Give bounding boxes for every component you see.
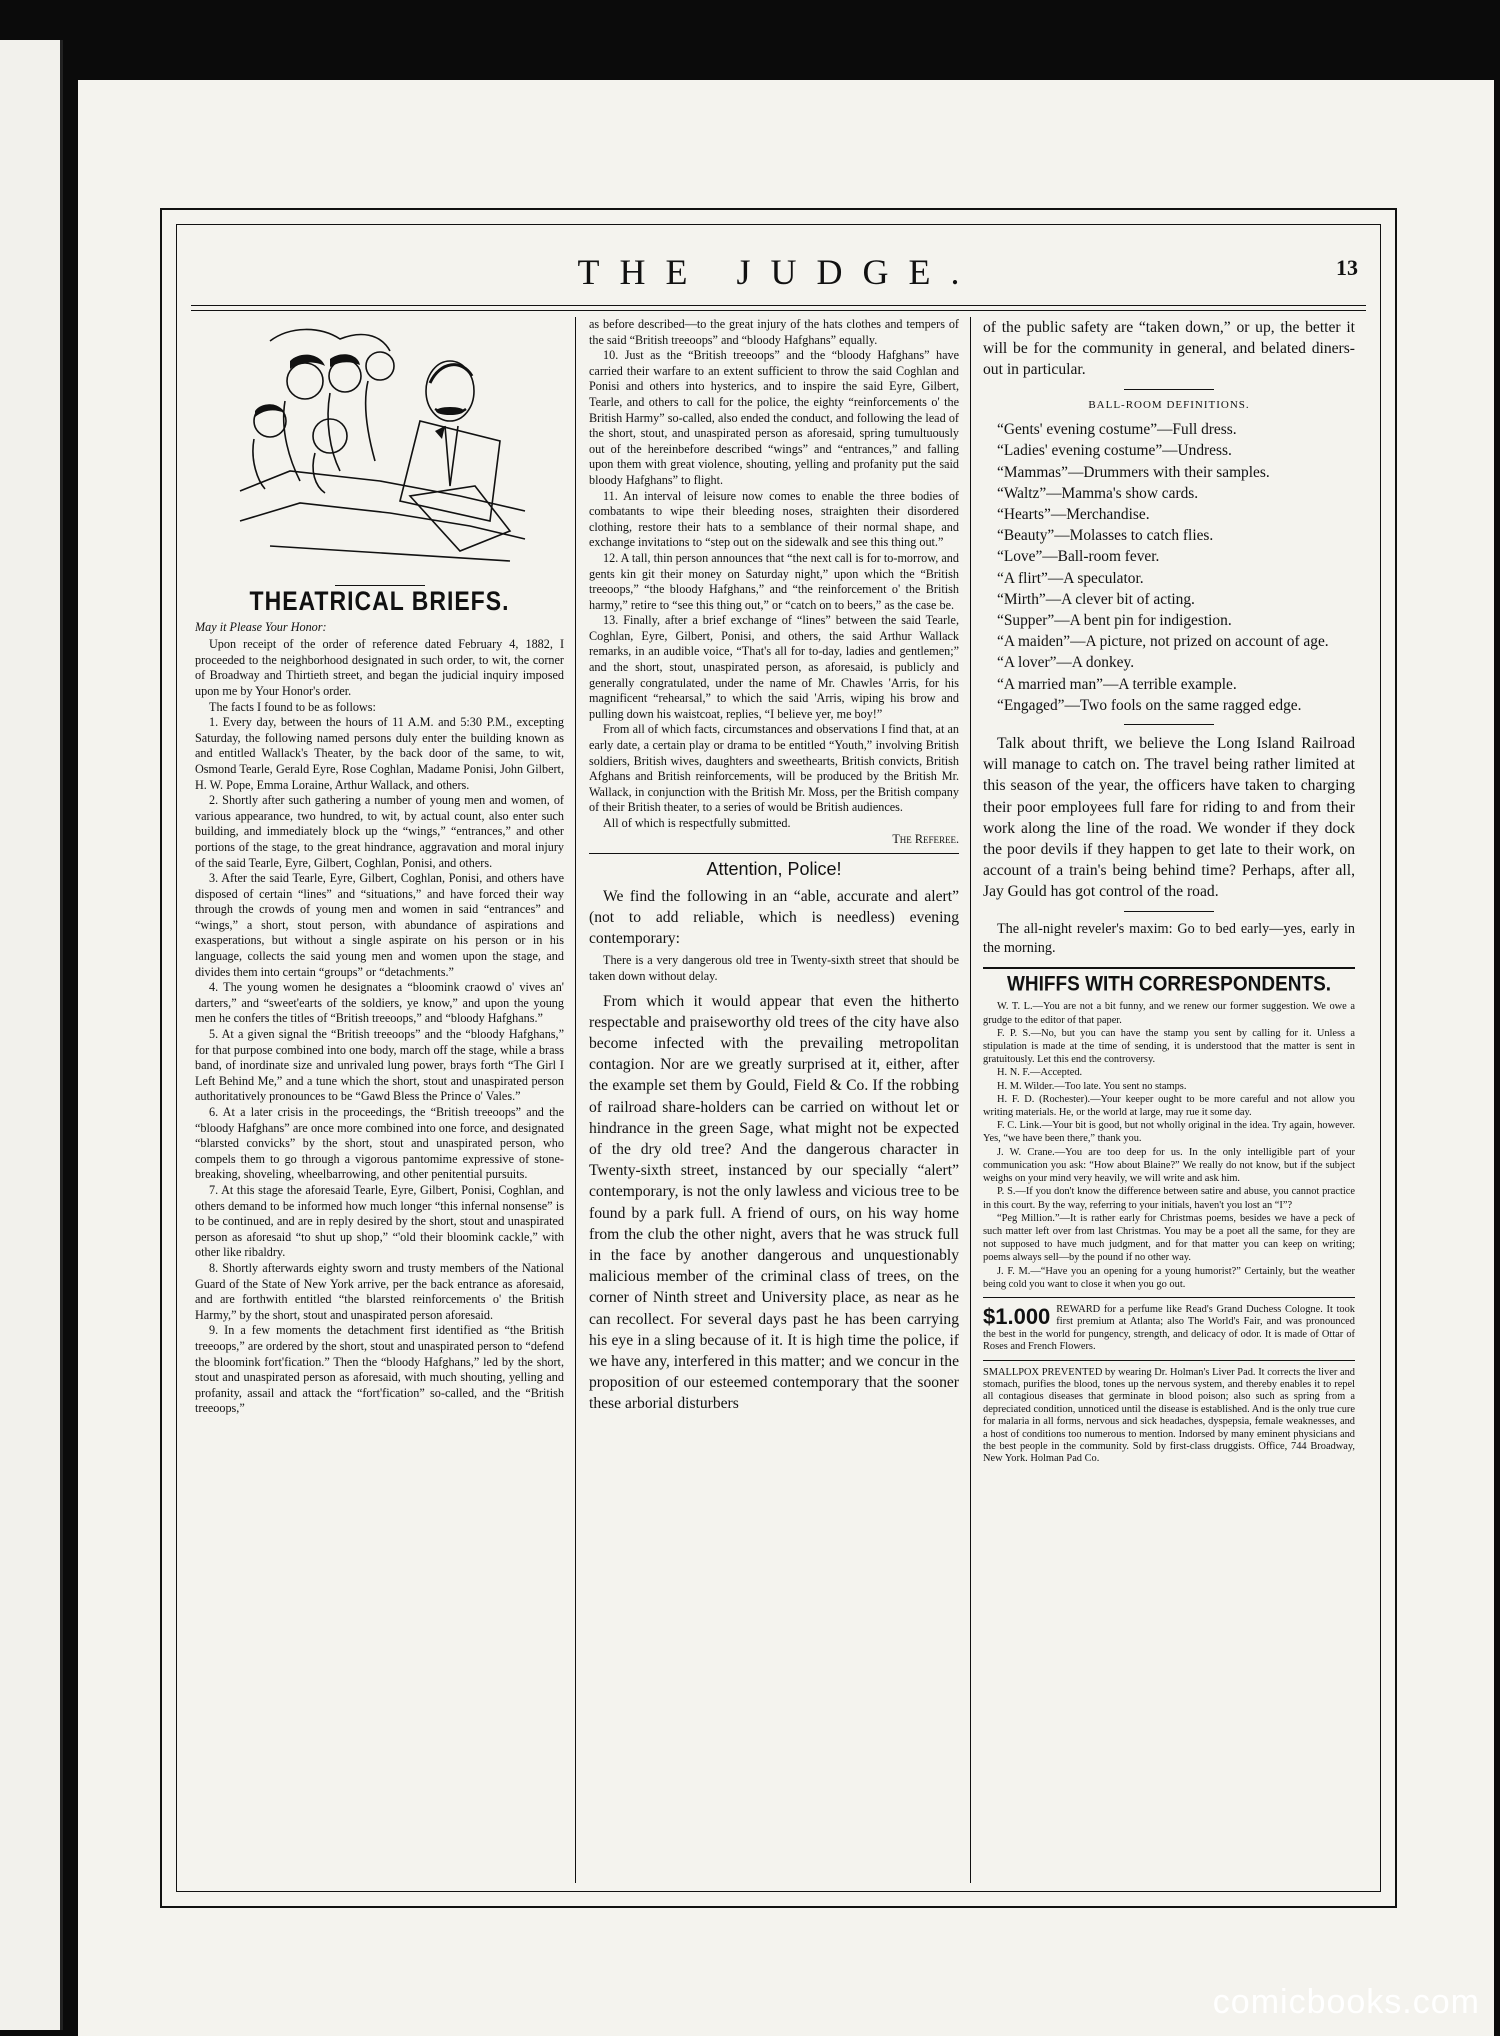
theater-audience-illustration [230,321,530,577]
attention-heading: Attention, Police! [706,859,842,880]
paragraph: 2. Shortly after such gathering a number of young men and women, of various appearance, two hundred, to wit, by actual count, also enter such building, and immediately block up the “wings,” “entrances,” and other portions of the stage, to the great hindrance, aggravation and moral injury of the said Tearle, Eyre, Gilbert, Coghlan, Ponisi, and others. [195,793,564,870]
attention-quote: There is a very dangerous old tree in Twenty-sixth street that should be taken down without delay. [589,953,959,983]
column-2 [589,317,959,1883]
paragraph: The facts I found to be as follows: [209,699,376,714]
section-rule [983,1360,1355,1361]
whiff-item: F. C. Link.—Your bit is good, but not wholly original in the idea. Try again, however. Yes, “we have been there,” thank you. [983,1120,1355,1145]
watermark: comicbooks.com [1212,1983,1480,2021]
whiff-item: F. P. S.—No, but you can have the stamp you sent by calling for it. Unless a stipulation is made at the time of sending, it is understood that the matter is sent in gratuitously. Let this end the controversy. [983,1027,1355,1066]
masthead-rule-thin [191,310,1366,311]
thrift-paragraph: Talk about thrift, we believe the Long Island Railroad will manage to catch on. The travel being rather limited at this season of the year, the officers have taken to charging their poor employees full fare for riding to and from their work along the line of the road. We wonder if they dock the poor devils if they happen to get late to their work, on account of a train's being behind time? Perhaps, after all, Jay Gould has got control of the road. [983,735,1355,901]
perfume-ad-text: REWARD for a perfume like Read's Grand Duchess Cologne. It took first premium at Atlanta; also The World's Fair, and was pronounced the best in the world for pungency, strength, and delicacy of odor. It is made of Ottar of Roses and French Flowers. [983,1303,1355,1353]
whiff-item: H. N. F.—Accepted. [997,1067,1083,1079]
reward-amount: $1.000 [983,1303,1051,1329]
masthead-title: THE JUDGE. [577,252,980,292]
definition: “A lover”—A donkey. [997,654,1135,672]
perfume-advertisement [983,1304,1355,1354]
section-rule [1124,911,1214,912]
definition: “Mammas”—Drummers with their samples. [997,463,1270,481]
whiff-item: H. F. D. (Rochester).—Your keeper ought to be more careful and not allow you writing materials. He, or the world at large, may rue it some day. [983,1093,1355,1119]
whiff-item: H. M. Wilder.—Too late. You sent no stamps. [997,1080,1187,1092]
definition: “Hearts”—Merchandise. [997,506,1150,524]
paragraph: 9. In a few moments the detachment first identified as “the British treeoops,” are ordered by the short, stout and unaspirated person to “defend the bloomink fort'fication.” Then the “bloody Hafghans,” led by the short, stout and unaspirated person as aforesaid, with much shouting, yelling and profanity, assail and attack the “fort'fication” so-called, and the “British treeoops,” [195,1323,564,1416]
definition: “Waltz”—Mamma's show cards. [997,484,1199,502]
paragraph: 1. Every day, between the hours of 11 A.M. and 5:30 P.M., excepting Saturday, the following named persons duly enter the building known as and entitled Wallack's Theater, by the back door of the same, to wit, Osmond Tearle, Gerald Eyre, Rose Coghlan, Madame Ponisi, John Gilbert, H. W. Pope, Emma Loraine, Arthur Wallack, and others. [195,715,564,792]
paragraph: 4. The young women he designates a “bloomink craowd o' vives an' darters,” and “sweet'earts of the soldiers, ye know,” and upon the young men he confers the titles of “British treeoops,” and “bloody Hafghans.” [195,980,564,1026]
paragraph: All of which is respectfully submitted. [603,816,791,830]
paragraph: 13. Finally, after a brief exchange of “lines” between the said Tearle, Coghlan, Eyre, Gilbert, Ponisi, and others, the said Arthur Wallack remarks, in an audible voice, “That's all for to-day, ladies and gentlemen;” and the short, stout, unaspirated person, as aforesaid, is publicly and generally congratulated, under the name of Mr. Chawles 'Arris, for his magnificent “rehearsal,” to which the said 'Arris, wiping his brow and pulling down his waistcoat, replies, “I believe yer, me boy!” [589,613,959,721]
whiff-item: W. T. L.—You are not a bit funny, and we renew our former suggestion. We owe a grudge to the editor of that paper. [983,1001,1355,1026]
paragraph: 3. After the said Tearle, Eyre, Gilbert, Coghlan, Ponisi, and others have disposed of certain “lines” and “situations,” and have forced their way through the crowds of young men and women in said “entrances” and “wings,” a short, stout person, with abundance of aspirations and exasperations, but without a single aspirate on his person or in his language, collects the said young men and women upon the stage, and divides them into certain “groups” or “detachments.” [195,871,564,979]
whiffs-heading: WHIFFS WITH CORRESPONDENTS. [1006,972,1332,996]
definition: “Beauty”—Molasses to catch flies. [997,527,1214,545]
whiff-item: J. F. M.—“Have you an opening for a young humorist?” Certainly, but the weather being cold you want to close it when you go out. [983,1265,1355,1290]
column-divider [575,317,576,1883]
page-border [160,208,1397,1908]
section-rule [589,853,959,854]
paragraph: 10. Just as the “British treeoops” and the “bloody Hafghans” have carried their warfare to an extent sufficient to throw the said Coghlan and Ponisi and others into hysterics, and to inspire the said Eyre, Gilbert, Tearle, and others to call for the police, the eighty “reinforcements o' the British Harmy” so-called, also ended the conduct, and following the lead of the short, stout, and unaspirated person as aforesaid, spring tumultuously out of the hereinbefore described “wings” and “entrances,” and falling upon them with great violence, shouting, yelling and profanity put the said bloody Hafghans” to flight. [589,348,959,487]
section-rule [983,1297,1355,1298]
section-rule [1124,724,1214,725]
signoff: The Referee. [892,831,959,846]
definition: “A married man”—A terrible example. [997,675,1237,693]
column-divider [970,317,971,1883]
definition: “Love”—Ball-room fever. [997,548,1160,566]
definition: “A maiden”—A picture, not prized on account of age. [997,633,1329,651]
definition: “Mirth”—A clever bit of acting. [997,590,1195,608]
definition: “Gents' evening costume”—Full dress. [997,421,1237,439]
section-rule [1124,389,1214,390]
column-1 [195,317,564,1883]
column-3 [983,317,1355,1883]
paragraph: 6. At a later crisis in the proceedings, the “British treeoops” and the “bloody Hafghans” are once more combined into one force, and designated “blarsted convicks” by the short, stout and unaspirated person, who compels them to go through a vigorous pantomime expressive of stone-breaking, shoveling, wheelbarrowing, and other penitential pursuits. [195,1105,564,1182]
paragraph: 8. Shortly afterwards eighty sworn and trusty members of the National Guard of the State of New York arrive, per the back entrance as aforesaid, and are forthwith entitled “the blarsted reinforcements o' the British Harmy,” by the short, stout and unaspirated person aforesaid. [195,1260,564,1322]
paragraph: 5. At a given signal the “British treeoops” and the “bloody Hafghans,” for that purpose combined into one body, march off the stage, while a brass band, of inordinate size and unrivaled lung power, brays forth “The Girl I Left Behind Me,” and a tune which the short, stout and unaspirated person authoritatively pronounces to be “Gawd Bless the Prince o' Vales.” [195,1027,564,1104]
definition: “A flirt”—A speculator. [997,569,1144,587]
whiff-item: “Peg Million.”—It is rather early for Christmas poems, besides we have a peck of such matter left over from last Christmas. You may be a poet all the same, for they are not supposed to have much judgment, and for that matter you can keep on writing; poems always sell—by the pound if no other way. [983,1212,1355,1264]
section-rule [983,967,1355,969]
whiff-item: P. S.—If you don't know the difference between satire and abuse, you cannot practice in this court. By the way, referring to your initials, haven't you lost an “I”? [983,1186,1355,1211]
definition: “Engaged”—Two fools on the same ragged edge. [997,696,1302,714]
attention-intro: We find the following in an “able, accurate and alert” (not to add reliable, which is needless) evening contemporary: [589,887,959,948]
paragraph: From all of which facts, circumstances and observations I find that, at an early date, a certain play or drama to be entitled “Youth,” involving British soldiers, British wives, daughters and sweethearts, British convicts, British Afghans and British reinforcements, will be produced by the British Mr. Wallack, in conjunction with the British Mr. Moss, per the British company of their British theater, to a series of would be British audiences. [589,722,959,815]
facing-page-edge [0,40,63,2030]
definition: “Ladies' evening costume”—Undress. [997,442,1232,460]
content-frame [176,224,1381,1892]
whiff-item: J. W. Crane.—You are too deep for us. In the only intelligible part of your communication you ask: “How about Blaine?” We really do not know, but if the subject weighs on your mind very heavily, we will write and ask him. [983,1146,1355,1185]
masthead-rule [191,305,1366,306]
page-number: 13 [1336,255,1358,280]
paragraph: as before described—to the great injury of the hats clothes and tempers of the said “British treeoops” and “bloody Hafghans” equally. [589,317,959,347]
definition: “Supper”—A bent pin for indigestion. [997,612,1232,630]
paragraph: 12. A tall, thin person announces that “the next call is for to-morrow, and gents kin git their money on Saturday night,” upon which the “British treeoops,” “the bloody Hafghans,” and “the reinforcement o' the British harmy,” retire to “see this thing out,” or “catch on to beers,” as the case be. [589,550,959,612]
liver-pad-advertisement: SMALLPOX PREVENTED by wearing Dr. Holman's Liver Pad. It corrects the liver and stomach, purifies the blood, tones up the nervous system, and thereby enables it to repel all contagious diseases that germinate in blood poison; also such as spring from a depreciated condition, unnoticed until the disease is established. And is the only true cure for malaria in all forms, nervous and sick headaches, dyspepsia, female weaknesses, and a host of conditions too numerous to mention. Indorsed by many eminent physicians and the best people in the community. Sold by first-class druggists. Office, 744 Broadway, New York. Holman Pad Co. [983,1366,1355,1465]
paragraph: 7. At this stage the aforesaid Tearle, Eyre, Gilbert, Ponisi, Coghlan, and others demand to be informed how much longer “this infernal nonsense” is to be continued, and are in reply desired by the short, stout and unaspirated person as aforesaid “to shut up shop,” “'old their bloomink cackle,” with other like ribaldry. [195,1182,564,1260]
theatrical-heading: THEATRICAL BRIEFS. [249,585,510,616]
newspaper-page [78,80,1494,2036]
continuation: of the public safety are “taken down,” or up, the better it will be for the community in general, and belated diners-out in particular. [983,319,1355,379]
salutation: May it Please Your Honor: [195,619,327,634]
maxim-paragraph: The all-night reveler's maxim: Go to bed early—yes, early in the morning. [983,920,1355,957]
attention-body: From which it would appear that even the hitherto respectable and praiseworthy old trees of the city have also become infected with the prevailing metropolitan contagion. Nor are we greatly surprised at it, either, after the example set them by Gould, Field & Co. If the robbing of railroad share-holders can be carried on without let or hindrance in the green Sage, what might not be expected of the dry old tree? And the dangerous character in Twenty-sixth street, instanced by our specially “alert” contemporary, is not the only lawless and vicious tree to be found by a park full. A friend of ours, on his way home from the club the other night, avers that he was struck full in the face by another dangerous and unquestionably malicious member of the criminal class of trees, on the corner of Ninth street and University place, as near as he can recollect. For several days past he has been carrying his eye in a sling because of it. It is high time the police, if we have any, interfered in this matter; and we concur in the proposition of our esteemed contemporary that the sooner these arborial disturbers [589,992,959,1413]
paragraph: 11. An interval of leisure now comes to enable the three bodies of combatants to wipe their bleeding noses, straighten their disordered clothing, restore their hats to a semblance of their normal shape, and exchange invitations to “step out on the sidewalk and see this thing out.” [589,488,959,550]
ballroom-heading: BALL-ROOM DEFINITIONS. [1088,398,1250,411]
paragraph: Upon receipt of the order of reference dated February 4, 1882, I proceeded to the neighborhood designated in such order, to wit, the corner of Broadway and Thirtieth street, and began the judicial inquiry imposed upon me by Your Honor's order. [195,637,564,698]
